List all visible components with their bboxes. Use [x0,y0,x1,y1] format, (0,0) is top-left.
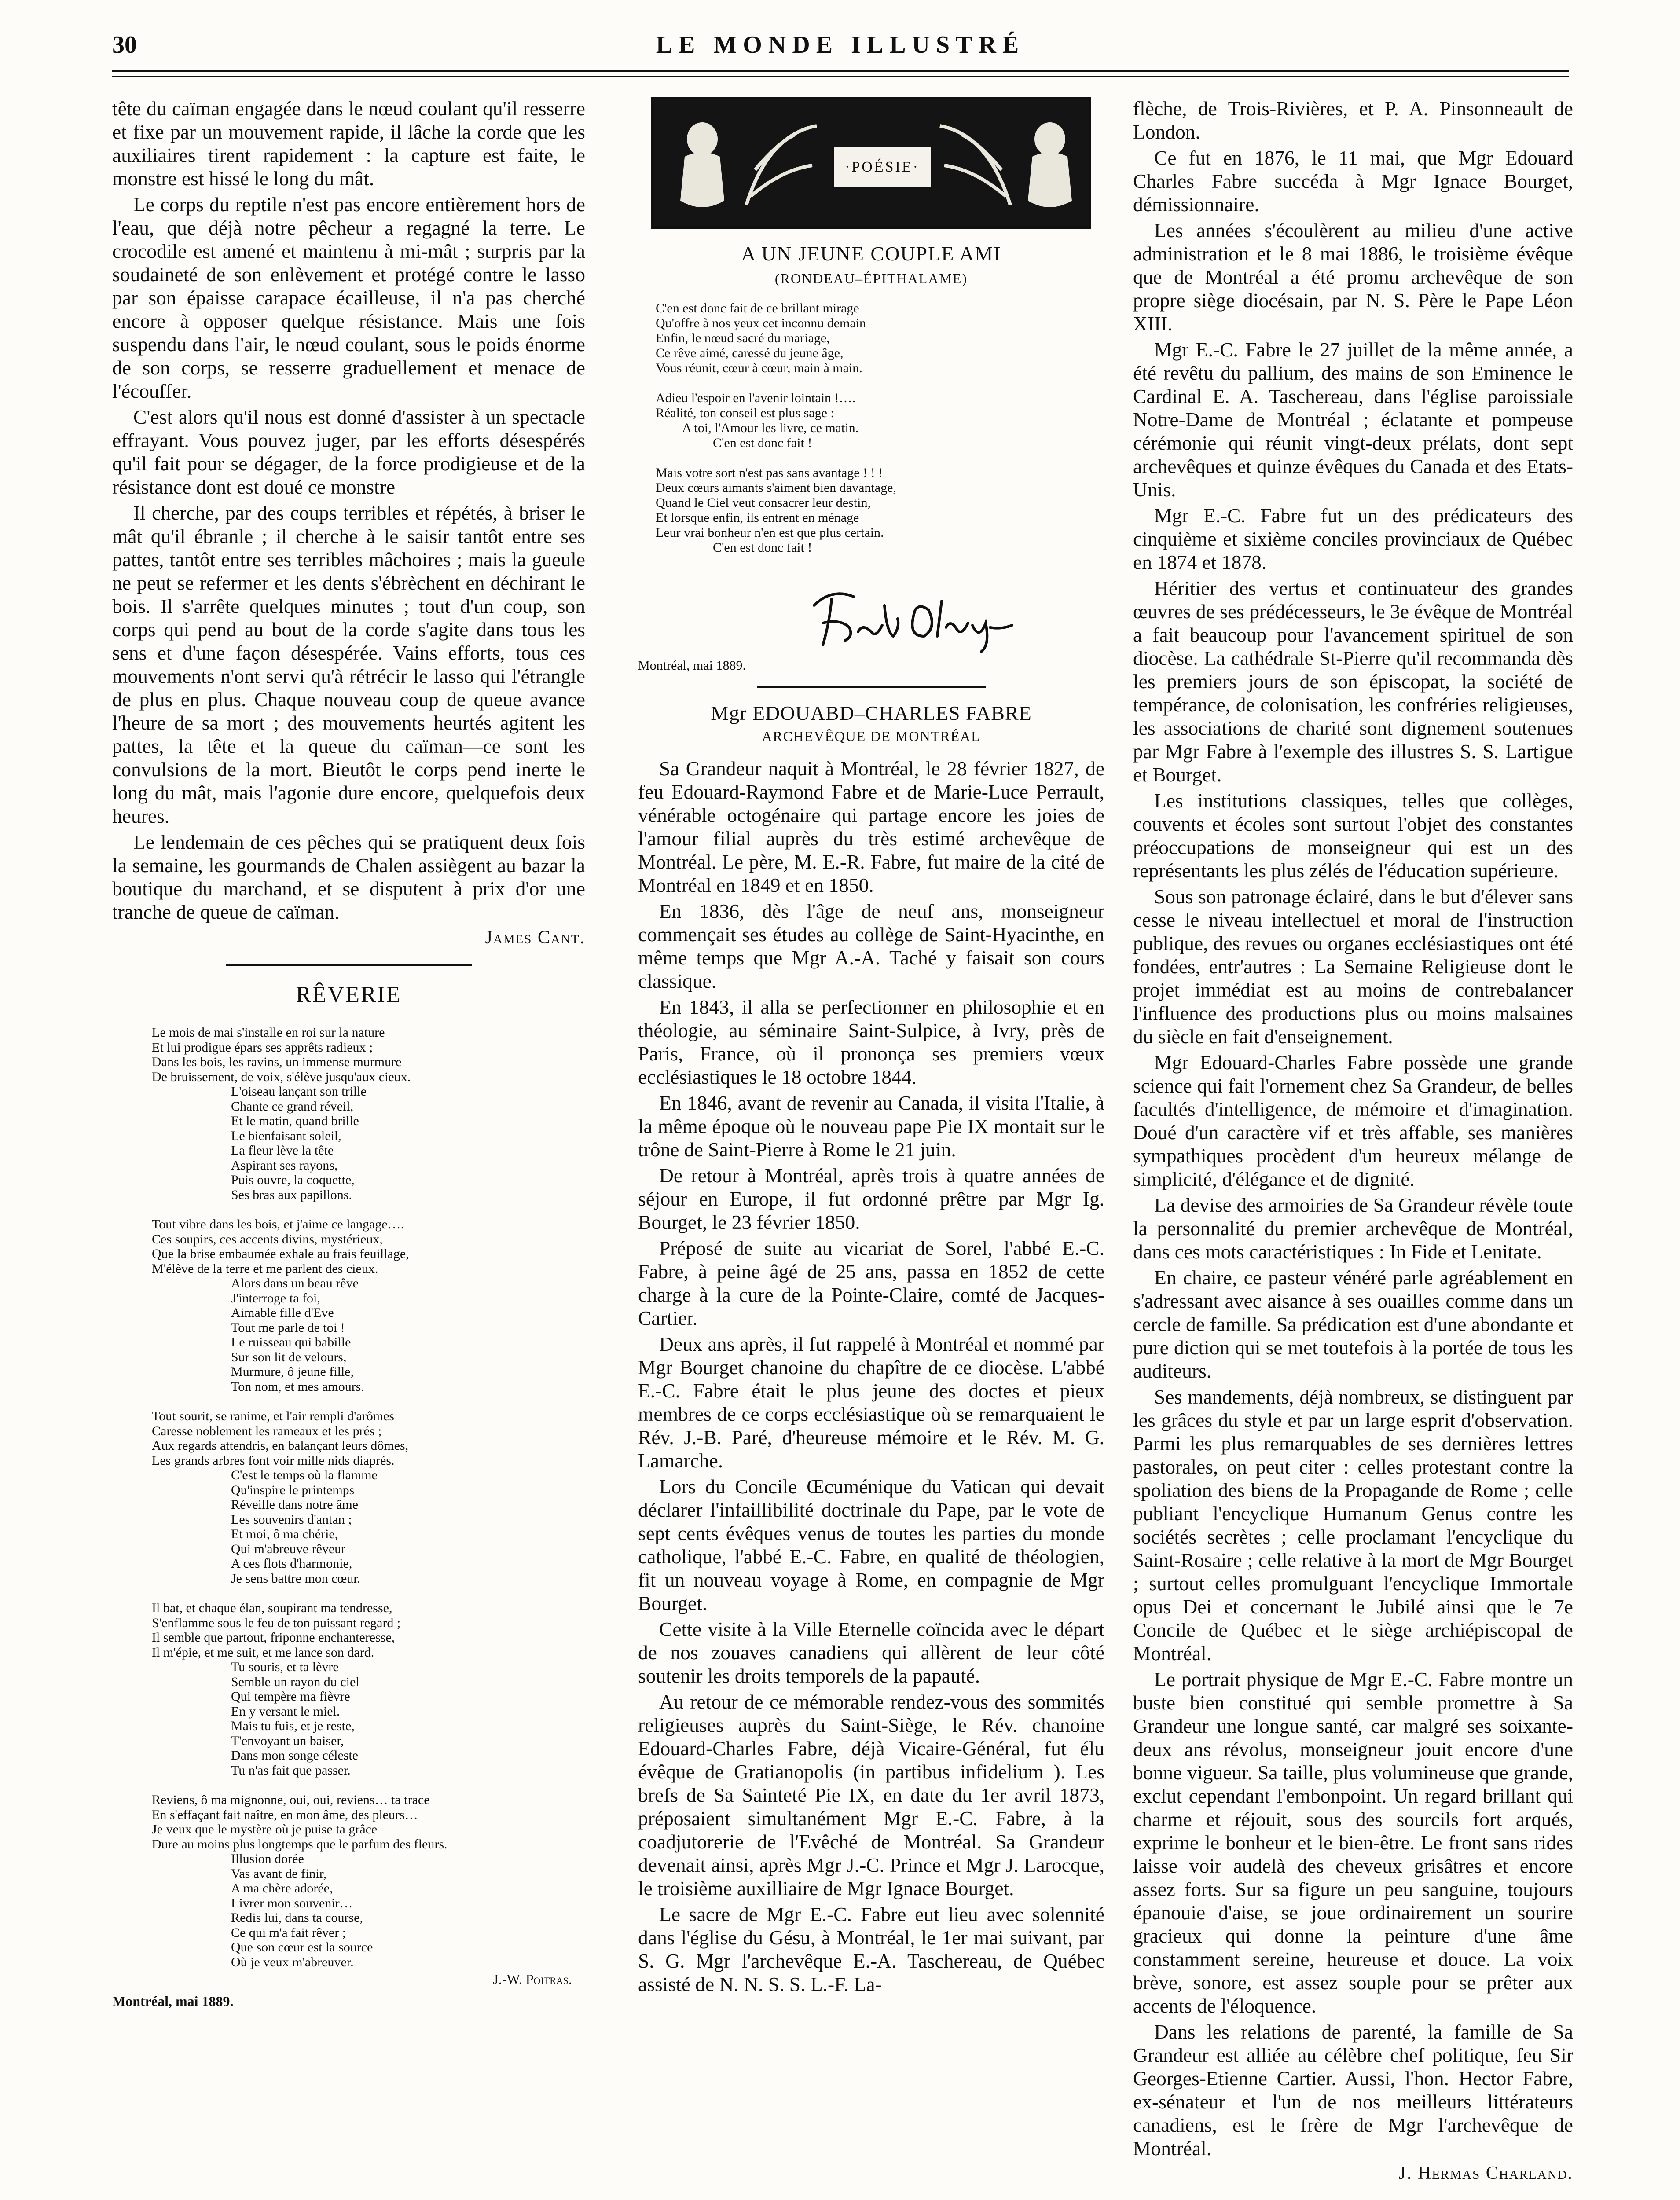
verse-line: Puis ouvre, la coquette, [231,1173,355,1187]
paragraph: Le portrait physique de Mgr E.-C. Fabre montre un buste bien constitué qui semble promettre à Sa Grandeur une longue santé, car malgré ses soixante-deux ans révolus, monseigneur jouit encore d'une bonne vigueur. Sa taille, plus volumineuse que grande, exclut cependant l'embonpoint. Un regard brillant qui charme et réjouit, sous des sourcils fort arqués, exprime le bonheur et le bien-être. Le front sans rides laisse voir audelà des cheveux grisâtres et encore assez forts. Sur sa figure un peu sanguine, toujours épanouie d'aise, se joue ordinairement un sourire gracieux qui donne la peinture d'une âme constamment sereine, heureuse et douce. La voix brève, sonore, est assez souple pour se prêter aux accents de l'éloquence. [1133,1668,1573,2017]
verse-line: Ce rêve aimé, caressé du jeune âge, [656,346,844,360]
verse-line: Je veux que le mystère où je puise ta grâce [152,1822,378,1837]
verse-line: Tout sourit, se ranime, et l'air rempli d'arômes [152,1409,395,1423]
verse-line: Les souvenirs d'antan ; [231,1512,352,1527]
verse-line: L'oiseau lançant son trille [231,1084,367,1099]
biography-subtitle: ARCHEVÊQUE DE MONTRÉAL [762,728,981,744]
verse-line: Dans les bois, les ravins, un immense murmure [152,1055,402,1069]
verse-line: Le mois de mai s'installe en roi sur la nature [152,1025,385,1040]
verse-line: Où je veux m'abreuver. [231,1954,354,1969]
paragraph: En 1846, avant de revenir au Canada, il visita l'Italie, à la même époque où le nouveau pape Pie IX montait sur le trône de Saint-Pierre à Rome le 21 juin. [638,1092,1104,1161]
foliage-ornament-left [742,117,821,214]
stanza [152,1793,585,1969]
verse-line: Dure au moins plus longtemps que le parfum des fleurs. [152,1837,448,1852]
paragraph: Les institutions classiques, telles que collèges, couvents et écoles sont surtout l'objet des constantes préoccupations de monseigneur qui est un des représentants les plus zélés de l'éducation supérieure. [1133,789,1573,882]
separator [757,686,986,688]
verse-line: Alors dans un beau rêve [231,1276,359,1291]
verse-line: Qu'offre à nos yeux cet inconnu demain [656,316,866,330]
verse-line: Adieu l'espoir en l'avenir lointain !…. [656,391,856,405]
verse-line: Le ruisseau qui babille [231,1335,351,1349]
verse-line: Enfin, le nœud sacré du mariage, [656,331,830,345]
paragraph: Héritier des vertus et continuateur des grandes œuvres de ses prédécesseurs, le 3e évêque de Montréal a fait beaucoup pour l'avancement spirituel de son diocèse. La cathédrale St-Pierre qu'il recommanda dès les premiers jours de son épiscopat, la société de tempérance, de colonisation, les confréries religieuses, les associations de charité sont dignement soutenues par Mgr Fabre à l'exemple des illustres S. S. Lartigue et Bourget. [1133,577,1573,786]
verse-line: Vas avant de finir, [231,1866,327,1881]
paragraph: Sa Grandeur naquit à Montréal, le 28 février 1827, de feu Edouard-Raymond Fabre et de Marie-Luce Perrault, vénérable octogénaire qui partage encore les joies de l'amour filial auprès du très estimé archevêque de Montréal. Le père, M. E.-R. Fabre, fut maire de la cité de Montréal en 1849 et en 1850. [638,757,1104,896]
biography-title: Mgr EDOUABD–CHARLES FABRE [711,702,1032,724]
verse-line: Le bienfaisant soleil, [231,1128,341,1143]
verse-line: Et lorsque enfin, ils entrent en ménage [656,510,859,525]
paragraph: Le corps du reptile n'est pas encore entièrement hors de l'eau, que déjà notre pêcheur a regagné la terre. Le crocodile est amené et maintenu à mi-mât ; surpris par la soudaineté de son enlèvement et protégé contre le lasso par son épaisse carapace écailleuse, il n'a pas cherché encore à opposer quelque résistance. Mais une fois suspendu dans l'air, le nœud coulant, sous le poids énorme de son corps, se resserre graduellement et menace de l'écouffer. [112,193,585,402]
paragraph: Sous son patronage éclairé, dans le but d'élever sans cesse le niveau intellectuel et moral de l'instruction publique, des revues ou organes ecclésiastiques ont été fondées, entr'autres : La Semaine Religieuse dont le projet immédiat est au moins de contrebalancer l'influence des productions plus ou moins malsaines du siècle en fait d'enseignement. [1133,885,1573,1048]
paragraph: flèche, de Trois-Rivières, et P. A. Pinsonneault de London. [1133,97,1573,143]
paragraph: En 1843, il alla se perfectionner en philosophie et en théologie, au séminaire Saint-Sulpice, à Ivry, près de Paris, France, où il prononça ses premiers vœux ecclésiastiques le 18 octobre 1844. [638,996,1104,1088]
poem2-title: A UN JEUNE COUPLE AMI [741,242,1001,265]
verse-line: Mais votre sort n'est pas sans avantage ! ! ! [656,466,883,480]
verse-line: Et moi, ô ma chérie, [231,1527,338,1541]
paragraph: Dans les relations de parenté, la famille de Sa Grandeur est alliée au célèbre chef politique, feu Sir Georges-Etienne Cartier. Aussi, l'hon. Hector Fabre, ex-sénateur et l'un de nos meilleurs littérateurs canadiens, est le frère de Mgr l'archevêque de Montréal. [1133,2020,1573,2160]
paragraph: Le sacre de Mgr E.-C. Fabre eut lieu avec solennité dans l'église du Gésu, à Montréal, le 1er mai suivant, par S. G. Mgr l'archevêque E.-A. Taschereau, de Québec assisté de N. N. S. S. L.-F. La- [638,1903,1104,1995]
verse-line: M'élève de la terre et me parlent des cieux. [152,1261,378,1276]
verse-line: Que son cœur est la source [231,1940,373,1954]
verse-line: La fleur lève la tête [231,1143,334,1158]
verse-line: A ces flots d'harmonie, [231,1556,352,1571]
poem-title: RÊVERIE [296,982,402,1007]
verse-line: Il semble que partout, friponne enchanteresse, [152,1630,395,1645]
page-header [112,31,1569,66]
header-rule-thin [112,76,1569,77]
stanza [152,1025,585,1202]
biography-text [638,757,1104,1996]
poem-signature: J.-W. Poitras. [493,1971,572,1987]
paragraph: tête du caïman engagée dans le nœud coulant qu'il resserre et fixe par un mouvement rapide, il lâche la corde que les auxiliaires tirent rapidement : la capture est faite, le monstre est hissé le long du mât. [112,97,585,190]
verse-line: T'envoyant un baiser, [231,1733,344,1748]
verse-line: Il bat, et chaque élan, soupirant ma tendresse, [152,1601,392,1615]
verse-line: Caresse noblement les rameaux et les prés ; [152,1423,382,1438]
paragraph: La devise des armoiries de Sa Grandeur révèle toute la personnalité du premier archevêque de Montréal, dans ces mots caractéristiques : In Fide et Lenitate. [1133,1194,1573,1263]
poetry-label: ·POÉSIE· [832,146,932,189]
biography-signature: J. Hermas Charland. [1398,2163,1573,2183]
verse-line: Vous réunit, cœur à cœur, main à main. [656,361,862,375]
handwritten-signature [638,570,1104,658]
paragraph: En 1836, dès l'âge de neuf ans, monseigneur commençait ses études au collège de Saint-Hyacinthe, en même temps que Mgr A.-A. Taché y faisait son cours classique. [638,900,1104,992]
verse-line: Ton nom, et mes amours. [231,1379,364,1394]
paragraph: Mgr Edouard-Charles Fabre possède une grande science qui fait l'ornement chez Sa Grandeur, de belles facultés d'intelligence, de mémoire et d'imagination. Doué d'un caractère vif et très affable, ses manières sympathiques procèdent d'un heureux mélange de simplicité, d'élégance et de dignité. [1133,1051,1573,1190]
verse-line: J'interroge ta foi, [231,1291,320,1305]
verse-line: Mais tu fuis, et je reste, [231,1719,355,1733]
verse-line: Illusion dorée [231,1852,304,1866]
paragraph: Lors du Concile Œcuménique du Vatican qui devait déclarer l'infaillibilité doctrinale du Pape, par le vote de sept cents évêques venus de toutes les parties du monde catholique, l'abbé E.-C. Fabre, en qualité de théologien, fit un nouveau voyage à Rome, en compagnie de Mgr Bourget. [638,1475,1104,1614]
verse-line: Tu souris, et ta lèvre [231,1660,339,1674]
stanza [656,466,1104,555]
verse-line: A toi, l'Amour les livre, ce matin. [682,421,859,435]
verse-line: En s'effaçant fait naître, en mon âme, des pleurs… [152,1807,418,1822]
column-2 [638,97,1104,2200]
stanza [152,1601,585,1778]
masthead: LE MONDE ILLUSTRÉ [656,31,1025,59]
verse-line: Je sens battre mon cœur. [231,1571,361,1586]
cherub-figure-right [1019,113,1081,214]
paragraph: De retour à Montréal, après trois à quatre années de séjour en Europe, il fut ordonné prêtre par Mgr Ig. Bourget, le 23 février 1850. [638,1164,1104,1233]
paragraph: Le lendemain de ces pêches qui se pratiquent deux fois la semaine, les gourmands de Chalen assiègent au bazar la boutique du marchand, et se disputent à prix d'or une tranche de queue de caïman. [112,831,585,923]
foliage-ornament-right [935,117,1015,214]
paragraph: Ce fut en 1876, le 11 mai, que Mgr Edouard Charles Fabre succéda à Mgr Ignace Bourget, démissionnaire. [1133,147,1573,216]
verse-line: Reviens, ô ma mignonne, oui, oui, reviens… ta trace [152,1793,430,1807]
verse-line: Tout vibre dans les bois, et j'aime ce langage…. [152,1217,404,1232]
verse-line: Leur vrai bonheur n'en est que plus certain. [656,525,884,540]
column-3 [1133,97,1573,2200]
poem2-place-date: Montréal, mai 1889. [638,658,746,673]
poem2-subtitle: (RONDEAU–ÉPITHALAME) [774,271,968,286]
poetry-banner [651,97,1091,229]
verse-line: Qui tempère ma fièvre [231,1689,350,1704]
verse-line: C'est le temps où la flamme [231,1468,378,1482]
paragraph: Mgr E.-C. Fabre fut un des prédicateurs des cinquième et sixième conciles provinciaux de Québec en 1874 et 1878. [1133,504,1573,573]
verse-line: Réalité, ton conseil est plus sage : [656,406,834,420]
verse-line: Aux regards attendris, en balançant leurs dômes, [152,1438,409,1453]
poem-reverie [112,1025,585,1969]
separator [226,964,472,966]
header-rule [112,70,1569,72]
paragraph: Mgr E.-C. Fabre le 27 juillet de la même année, a été revêtu du pallium, des mains de son Eminence le Cardinal E. A. Taschereau, dans l'église paroissiale Notre-Dame de Montréal ; éclatante et pompeuse cérémonie qui réunit vingt-deux prélats, dont sept archevêques et quinze évêques du Canada et des Etats-Unis. [1133,338,1573,501]
verse-line: Les grands arbres font voir mille nids diaprés. [152,1453,395,1468]
verse-line: Redis lui, dans ta course, [231,1910,363,1925]
verse-line: Réveille dans notre âme [231,1497,359,1512]
verse-line: Il m'épie, et me suit, et me lance son dard. [152,1645,374,1660]
verse-line: Que la brise embaumée exhale au frais feuillage, [152,1247,409,1261]
verse-line: A ma chère adorée, [231,1881,333,1896]
page-number: 30 [112,31,137,59]
paragraph: Les années s'écoulèrent au milieu d'une active administration et le 8 mai 1886, le troisième évêque que de Montréal a été promu archevêque de son propre siège diocésain, par N. S. Père le Pape Léon XIII. [1133,219,1573,335]
verse-line: S'enflamme sous le feu de ton puissant regard ; [152,1615,401,1630]
verse-line: C'en est donc fait de ce brillant mirage [656,301,859,315]
verse-line: Qui m'abreuve rêveur [231,1541,346,1556]
verse-line: Chante ce grand réveil, [231,1099,354,1114]
stanza [656,301,1104,376]
verse-line: Et le matin, quand brille [231,1114,359,1128]
verse-line: Qu'inspire le printemps [231,1482,355,1497]
verse-line: Sur son lit de velours, [231,1349,347,1364]
poem-place-date: Montréal, mai 1889. [112,1993,234,2009]
verse-line: Ses bras aux papillons. [231,1187,352,1202]
poem-footer [112,1971,585,2009]
verse-line: C'en est donc fait ! [713,540,812,555]
paragraph: Au retour de ce mémorable rendez-vous des sommités religieuses auprès du Saint-Siège, le Rév. chanoine Edouard-Charles Fabre, déjà Vicaire-Général, fut élu évêque de Gratianopolis (in partibus infidelium ). Les brefs de Sa Sainteté Pie IX, en date du 1er avril 1873, préposaient simultanément Mgr E.-C. Fabre, à la coadjutorerie de l'Evêché de Montréal. Sa Grandeur devenait ainsi, après Mgr J.-C. Prince et Mgr J. Larocque, le troisième auxilliaire de Mgr Ignace Bourget. [638,1690,1104,1899]
paragraph: Ses mandements, déjà nombreux, se distinguent par les grâces du style et par un large esprit d'observation. Parmi les plus remarquables de ses dernières lettres pastorales, on peut citer : celles protestant contre la spoliation des biens de la Propagande de Rome ; celle publiant l'encyclique Humanum Genus contre les sociétés secrètes ; celle proclamant l'encyclique du Saint-Rosaire ; celle relative à la mort de Mgr Bourget ; surtout celles promulguant l'encyclique Immortale opus Dei et concernant le Jubilé ainsi que le 7e Concile de Québec et le siège archiépiscopal de Montréal. [1133,1386,1573,1665]
verse-line: Quand le Ciel veut consacrer leur destin, [656,495,871,510]
verse-line: En y versant le miel. [231,1704,340,1719]
stanza [152,1409,585,1586]
stanza [152,1217,585,1394]
verse-line: Tout me parle de toi ! [231,1320,345,1335]
verse-line: C'en est donc fait ! [713,436,812,450]
column-1 [112,97,585,2200]
verse-line: Et lui prodigue épars ses apprêts radieux ; [152,1040,373,1055]
poem-rondeau [638,301,1104,555]
verse-line: Deux cœurs aimants s'aiment bien davantage, [656,480,896,495]
article-signature: James Cant. [485,928,585,948]
verse-line: Livrer mon souvenir… [231,1896,353,1910]
verse-line: Aimable fille d'Eve [231,1305,334,1320]
verse-line: Tu n'as fait que passer. [231,1763,351,1778]
paragraph: En chaire, ce pasteur vénéré parle agréablement en s'adressant avec aisance à ses ouailles comme dans un cercle de famille. Sa prédication est d'une abondante et pure diction qui se met toutefois à la portée de tous les auditeurs. [1133,1266,1573,1382]
paragraph: C'est alors qu'il nous est donné d'assister à un spectacle effrayant. Vous pouvez juger, par les efforts désespérés qu'il fait pour se dégager, de la force prodigieuse et de la résistance dont est doué ce monstre [112,406,585,498]
paragraph: Préposé de suite au vicariat de Sorel, l'abbé E.-C. Fabre, à peine âgé de 25 ans, passa en 1852 de cette charge à la cure de la Pointe-Claire, comté de Jacques-Cartier. [638,1237,1104,1329]
stanza [656,391,1104,451]
verse-line: Semble un rayon du ciel [231,1674,359,1689]
paragraph: Cette visite à la Ville Eternelle coïncida avec le départ de nos zouaves canadiens qui allèrent de leur côté soutenir les droits temporels de la papauté. [638,1618,1104,1687]
verse-line: Ce qui m'a fait rêver ; [231,1925,346,1940]
verse-line: Ces soupirs, ces accents divins, mystérieux, [152,1232,383,1247]
crocodile-article [112,97,585,924]
verse-line: De bruissement, de voix, s'élève jusqu'aux cieux. [152,1069,411,1084]
cherub-figure-left [671,113,733,214]
verse-line: Murmure, ô jeune fille, [231,1364,354,1379]
biography-continued [1133,97,1573,2160]
paragraph: Deux ans après, il fut rappelé à Montréal et nommé par Mgr Bourget chanoine du chapître de ce diocèse. L'abbé E.-C. Fabre était le plus jeune des doctes et pieux membres de ce corps ecclésiastique où se remarquaient le Rév. J.-B. Paré, d'heureuse mémoire et le Rév. M. G. Lamarche. [638,1333,1104,1472]
paragraph: Il cherche, par des coups terribles et répétés, à briser le mât qu'il ébranle ; il cherche à le saisir tantôt entre ses pattes, tantôt entre ses terribles mâchoires ; mais la gueule ne peut se refermer et les dents s'ébrèchent en déchirant le bois. Il s'arrête quelques minutes ; tout d'un coup, son corps qui pend au bout de la corde s'agite dans tous les sens et d'une façon désespérée. Vains efforts, tous ces mouvements n'ont servi qu'à rétrécir le lasso qui l'étrangle de plus en plus. Chaque nouveau coup de queue avance l'heure de sa mort ; des mouvements heurtés agitent les pattes, la tête et la queue du caïman—ce sont les convulsions de la mort. Bieutôt le corps pend inerte le long du mât, mais l'agonie dure encore, quelquefois deux heures. [112,502,585,827]
verse-line: Aspirant ses rayons, [231,1158,338,1173]
verse-line: Dans mon songe céleste [231,1748,359,1763]
